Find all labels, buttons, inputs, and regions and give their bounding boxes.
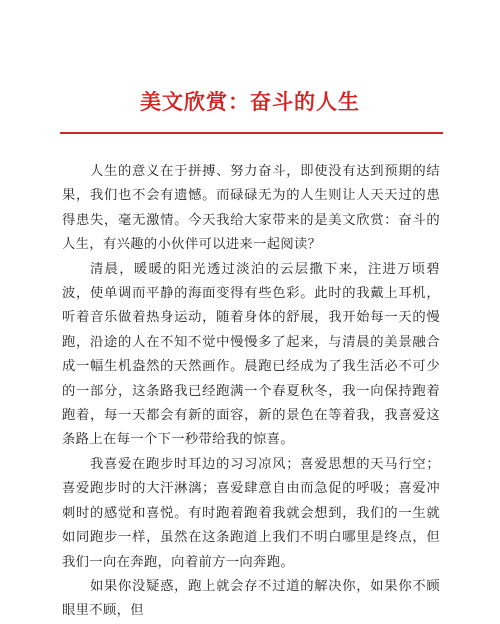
title-divider: [60, 132, 443, 134]
paragraph-running-life: 我喜爱在跑步时耳边的习习凉风；喜爱思想的天马行空；喜爱跑步时的大汗淋漓；喜爱肆意自由而急促的呼吸；喜爱冲刺时的感觉和喜悦。有时跑着跑着我就会想到，我们的一生就如同跑步一样，虽然在这条跑道上我们不明白哪里是终点，但我们一向在奔跑，向着前方一向奔跑。: [62, 456, 440, 570]
paragraph-morning-run: 清晨，暖暖的阳光透过淡泊的云层撒下来，注进万顷碧波，使单调而平静的海面变得有些色彩。此时的我戴上耳机，听着音乐做着热身运动，随着身体的舒展，我开始每一天的慢跑，沿途的人在不知不觉中慢慢多了起来，与清晨的美景融合成一幅生机盎然的天然画作。晨跑已经成为了我生活必不可少的一部分，这条路我已经跑满一个春夏秋冬，我一向保持跑着跑着，每一天都会有新的面容，新的景色在等着我，我喜爱这条路上在每一个下一秒带给我的惊喜。: [62, 261, 440, 448]
document-body: [62, 160, 440, 624]
document-title: 美文欣赏：奋斗的人生: [140, 90, 360, 114]
paragraph-cutoff: 如果你没疑惑，跑上就会存不过道的解决你，如果你不顾眼里不顾，但: [62, 578, 440, 619]
paragraph-intro: 人生的意义在于拼搏、努力奋斗，即使没有达到预期的结果，我们也不会有遗憾。而碌碌无为的人生则让人天天过的患得患失，毫无激情。今天我给大家带来的是美文欣赏：奋斗的人生，有兴趣的小伙伴可以进来一起阅读？: [62, 164, 440, 253]
